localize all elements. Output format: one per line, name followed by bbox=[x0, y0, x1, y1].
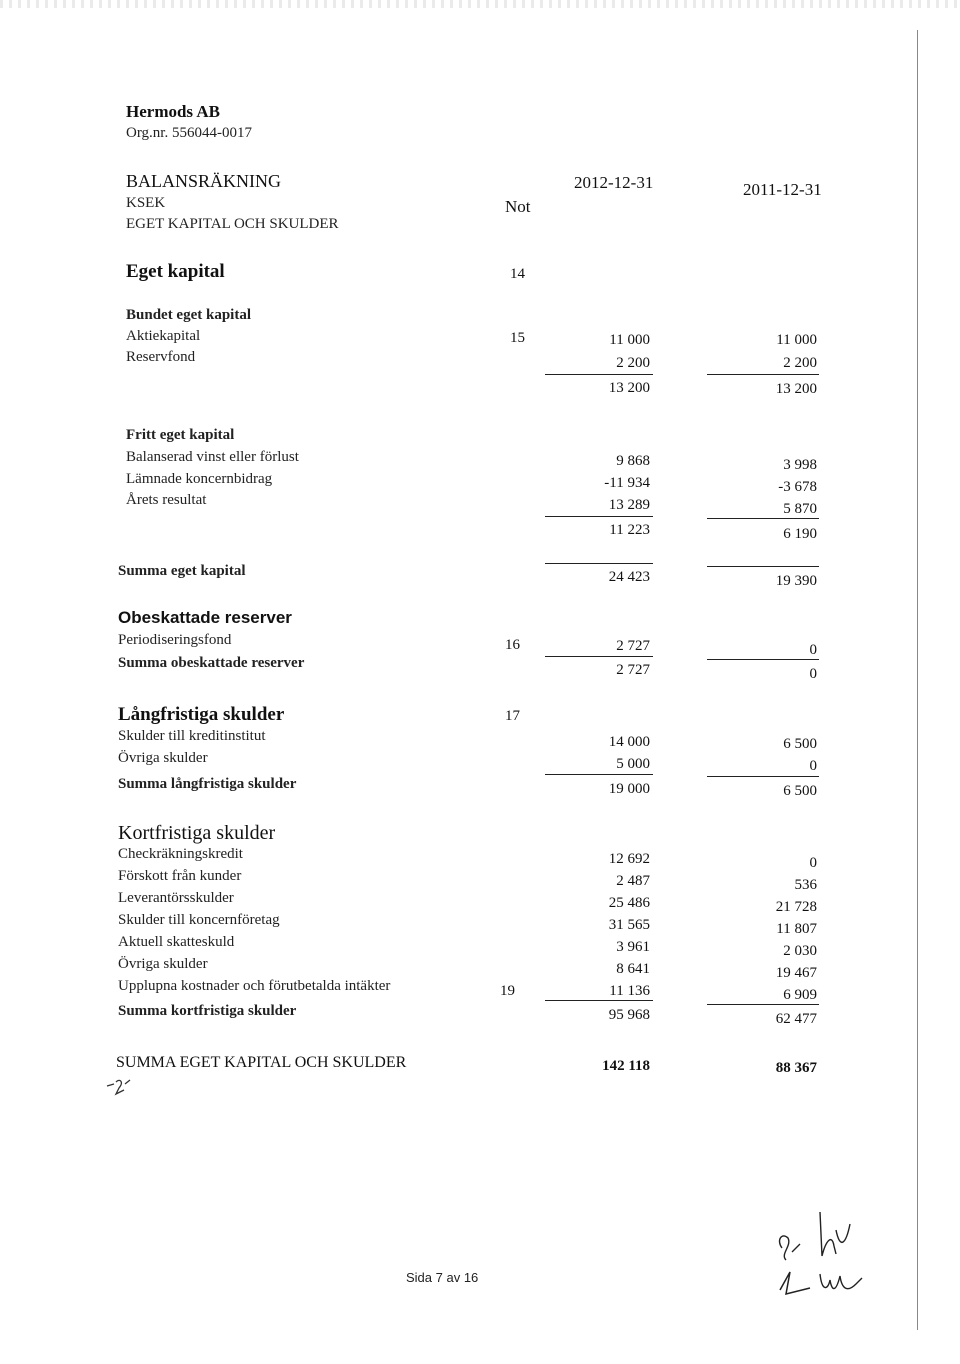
value-2011: 0 bbox=[809, 758, 817, 774]
row-label: Periodiseringsfond bbox=[118, 632, 232, 648]
value-2012: 3 961 bbox=[616, 939, 650, 955]
value-2012: 25 486 bbox=[608, 895, 650, 911]
sum-rule bbox=[545, 656, 653, 657]
value-2011: 11 000 bbox=[776, 332, 817, 348]
total-2011: 62 477 bbox=[775, 1011, 817, 1027]
value-2011: 6 500 bbox=[783, 736, 817, 752]
total-2011: 0 bbox=[809, 666, 817, 682]
subtotal-2012: 11 223 bbox=[609, 522, 650, 538]
subsection-heading: Bundet eget kapital bbox=[126, 307, 252, 323]
row-label: Reservfond bbox=[126, 349, 196, 365]
note-ref: 19 bbox=[500, 983, 515, 999]
sum-rule bbox=[707, 776, 819, 777]
subtotal-2012: 13 200 bbox=[608, 380, 650, 396]
value-2011: 2 200 bbox=[783, 355, 817, 371]
note-ref: 17 bbox=[505, 708, 520, 724]
section-langfristiga: Långfristiga skulder bbox=[118, 704, 285, 725]
value-2011: -3 678 bbox=[778, 479, 817, 495]
scan-margin-line bbox=[917, 30, 918, 1330]
value-2012: 5 000 bbox=[616, 756, 650, 772]
total-2011: 19 390 bbox=[775, 573, 817, 589]
total-2011: 6 500 bbox=[783, 783, 817, 799]
value-2011: 6 909 bbox=[783, 987, 817, 1003]
value-2011: 11 807 bbox=[776, 921, 817, 937]
row-label: Övriga skulder bbox=[118, 956, 208, 972]
year-column-1: 2012-12-31 bbox=[574, 173, 654, 192]
grand-total-2012: 142 118 bbox=[602, 1058, 650, 1074]
sum-rule bbox=[707, 566, 819, 567]
org-number: Org.nr. 556044-0017 bbox=[126, 125, 252, 141]
sum-rule bbox=[545, 563, 653, 564]
section-obeskattade: Obeskattade reserver bbox=[118, 608, 292, 627]
row-label: Övriga skulder bbox=[118, 750, 208, 766]
value-2011: 0 bbox=[809, 642, 817, 658]
value-2012: 8 641 bbox=[616, 961, 650, 977]
note-ref: 14 bbox=[510, 266, 525, 282]
value-2012: 31 565 bbox=[608, 917, 650, 933]
row-label: Aktuell skatteskuld bbox=[118, 934, 235, 950]
row-label: Aktiekapital bbox=[126, 328, 201, 344]
section-kortfristiga: Kortfristiga skulder bbox=[118, 822, 276, 844]
value-2012: 11 000 bbox=[609, 332, 650, 348]
unit-label: KSEK bbox=[126, 195, 166, 211]
handwritten-initials-icon bbox=[104, 1074, 134, 1100]
value-2012: 12 692 bbox=[608, 851, 650, 867]
subtotal-2011: 13 200 bbox=[775, 381, 817, 397]
note-ref: 15 bbox=[510, 330, 525, 346]
value-2011: 5 870 bbox=[783, 501, 817, 517]
value-2011: 536 bbox=[794, 877, 817, 893]
section-eget-kapital: Eget kapital bbox=[126, 261, 225, 282]
note-ref: 16 bbox=[505, 637, 520, 653]
row-label: Årets resultat bbox=[126, 492, 207, 508]
total-2012: 2 727 bbox=[616, 662, 650, 678]
sum-rule bbox=[707, 1004, 819, 1005]
value-2012: 11 136 bbox=[609, 983, 650, 999]
sum-rule bbox=[707, 374, 819, 375]
total-label: Summa eget kapital bbox=[118, 563, 246, 579]
value-2011: 2 030 bbox=[783, 943, 817, 959]
value-2011: 19 467 bbox=[775, 965, 817, 981]
total-label: Summa långfristiga skulder bbox=[118, 776, 297, 792]
row-label: Skulder till koncernföretag bbox=[118, 912, 280, 928]
page-number: Sida 7 av 16 bbox=[406, 1270, 479, 1285]
value-2012: 14 000 bbox=[608, 734, 650, 750]
year-column-2: 2011-12-31 bbox=[743, 180, 822, 199]
scan-edge-noise bbox=[0, 0, 960, 8]
total-label: Summa kortfristiga skulder bbox=[118, 1003, 297, 1019]
row-label: Leverantörsskulder bbox=[118, 890, 234, 906]
value-2012: 2 487 bbox=[616, 873, 650, 889]
grand-total-2011: 88 367 bbox=[775, 1060, 817, 1076]
value-2011: 21 728 bbox=[775, 899, 817, 915]
value-2012: 2 200 bbox=[616, 355, 650, 371]
total-2012: 24 423 bbox=[608, 569, 650, 585]
row-label: Upplupna kostnader och förutbetalda intäkter bbox=[118, 978, 391, 994]
sum-rule bbox=[707, 518, 819, 519]
value-2012: 13 289 bbox=[608, 497, 650, 513]
page-title: BALANSRÄKNING bbox=[126, 171, 282, 191]
sum-rule bbox=[545, 774, 653, 775]
value-2012: 9 868 bbox=[616, 453, 650, 469]
row-label: Förskott från kunder bbox=[118, 868, 242, 884]
value-2012: 2 727 bbox=[616, 638, 650, 654]
sum-rule bbox=[545, 1000, 653, 1001]
sum-rule bbox=[707, 659, 819, 660]
row-label: Skulder till kreditinstitut bbox=[118, 728, 266, 744]
subsection-heading: Fritt eget kapital bbox=[126, 427, 235, 443]
subtotal-2011: 6 190 bbox=[783, 526, 817, 542]
subtitle: EGET KAPITAL OCH SKULDER bbox=[126, 216, 339, 232]
total-label: Summa obeskattade reserver bbox=[118, 655, 305, 671]
row-label: Balanserad vinst eller förlust bbox=[126, 449, 299, 465]
total-2012: 19 000 bbox=[608, 781, 650, 797]
company-name: Hermods AB bbox=[126, 102, 220, 121]
row-label: Lämnade koncernbidrag bbox=[126, 471, 273, 487]
total-2012: 95 968 bbox=[608, 1007, 650, 1023]
sum-rule bbox=[545, 374, 653, 375]
grand-total-label: SUMMA EGET KAPITAL OCH SKULDER bbox=[116, 1054, 407, 1071]
row-label: Checkräkningskredit bbox=[118, 846, 243, 862]
not-column-header: Not bbox=[505, 197, 531, 216]
value-2011: 0 bbox=[809, 855, 817, 871]
value-2011: 3 998 bbox=[783, 457, 817, 473]
value-2012: -11 934 bbox=[604, 475, 650, 491]
signature-icon bbox=[770, 1200, 890, 1310]
sum-rule bbox=[545, 516, 653, 517]
